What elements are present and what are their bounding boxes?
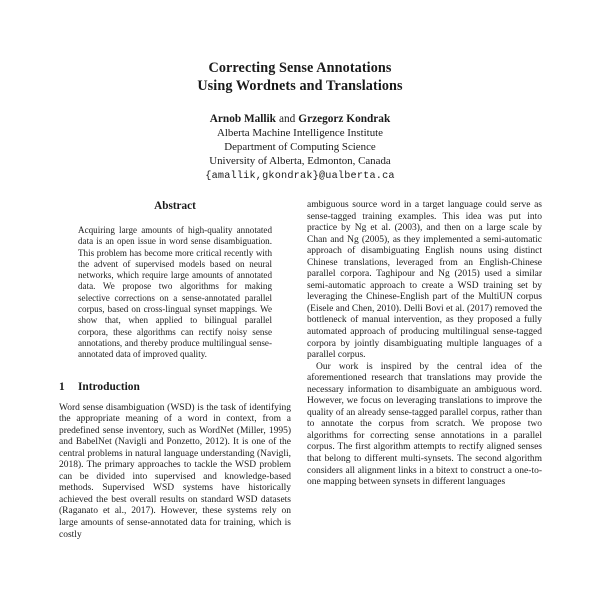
section-spacer	[59, 361, 291, 380]
title-block	[0, 0, 600, 184]
abstract-heading: Abstract	[154, 200, 196, 212]
section-title: Introduction	[78, 380, 140, 393]
right-column	[307, 200, 542, 489]
introduction-paragraph-1: Word sense disambiguation (WSD) is the task of identifying the appropriate meaning of a word in context, from a predefined sense inventory, such as WordNet (Miller, 1995) and BabelNet (Navigli and Ponzetto, 2012). It is one of the central problems in natural language understanding (Navigli, 2018). The primary approaches to tackle the WSD problem can be divided into supervised and knowledge-based methods. Supervised WSD systems have historically achieved the best overall results on standard WSD datasets (Raganato et al., 2017). However, these systems rely on large amounts of sense-annotated data for training, which is costly	[59, 402, 291, 540]
author-first: Arnob Mallik	[209, 113, 276, 125]
section-heading-introduction	[59, 380, 291, 394]
affiliation-line-2: Department of Computing Science	[224, 141, 376, 153]
abstract-text: Acquiring large amounts of high-quality annotated data is an open issue in word sense disambiguation. This problem has become more critical recently with the advent of supervised models based on neural networks, which require large amounts of annotated data. We propose two algorithms for making selective corrections on a sense-annotated parallel corpus, based on cross-lingual synset mappings. We show that, when applied to bilingual parallel corpora, these algorithms can rectify noisy sense annotations, and thereby produce multilingual sense-annotated data of improved quality.	[78, 225, 272, 360]
affiliation-line-1: Alberta Machine Intelligence Institute	[216, 127, 384, 139]
author-second: Grzegorz Kondrak	[298, 113, 391, 125]
left-column	[59, 200, 291, 541]
section-heading-spacer	[59, 394, 291, 403]
author-email: {amallik,gkondrak}@ualberta.ca	[205, 171, 395, 182]
author-conjunction: and	[278, 113, 296, 125]
affiliation-line-3: University of Alberta, Edmonton, Canada	[209, 155, 391, 167]
title-line-1: Correcting Sense Annotations	[208, 60, 392, 76]
abstract-section	[78, 200, 272, 361]
section-number: 1	[59, 380, 65, 393]
author-list	[0, 112, 600, 126]
page-title	[0, 60, 600, 95]
right-column-paragraph-continued: ambiguous source word in a target language could serve as sense-tagged training examples. This idea was put into practice by Ng et al. (2003), and then on a large scale by Chan and Ng (2005), as they implemented a semi-automatic approach of disambiguating English nouns using distinct Chinese translations, leveraged from an English-Chinese parallel corpora. Taghipour and Ng (2015) used a similar semi-automatic approach to create a WSD training set by leveraging the Chinese-English part of the MultiUN corpus (Eisele and Chen, 2010). Delli Bovi et al. (2017) removed the bottleneck of manual intervention, as they proposed a fully automated approach of producing multilingual sense-tagged corpora by jointly disambiguating multiple languages of a parallel corpus.	[307, 200, 542, 361]
right-column-paragraph-our-work: Our work is inspired by the central idea of the aforementioned research that translations may provide the necessary information to disambiguate an ambiguous word. However, we focus on leveraging translations to improve the quality of an already sense-tagged parallel corpus, rather than to annotate the corpus from scratch. We propose two algorithms for correcting sense annotations in a parallel corpus. The first algorithm attempts to rectify aligned senses that belong to different multi-synsets. The second algorithm considers all alignment links in a bitext to construct a one-to-one mapping between synsets in different languages	[307, 361, 542, 488]
title-line-2: Using Wordnets and Translations	[197, 77, 403, 94]
